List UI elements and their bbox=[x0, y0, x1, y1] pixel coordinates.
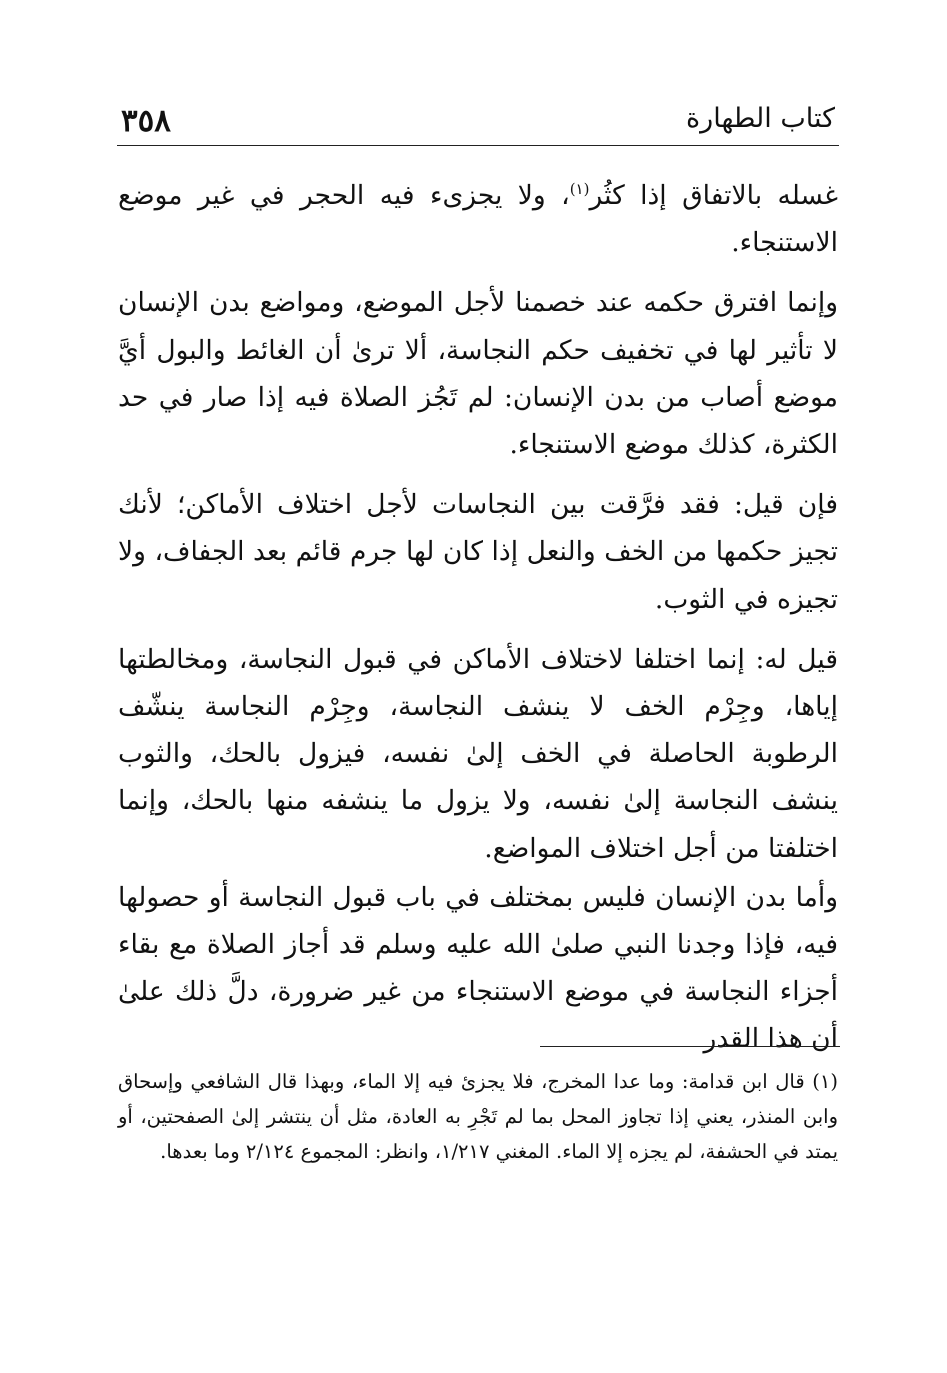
page-number: ٣٥٨ bbox=[121, 103, 171, 139]
paragraph-1 bbox=[118, 172, 838, 266]
paragraph-1-end: ، ولا يجزىء فيه الحجر في غير موضع الاستنجاء. bbox=[118, 180, 838, 259]
footnote-reference[interactable]: (١) bbox=[569, 180, 590, 199]
paragraph-5: وأما بدن الإنسان فليس بمختلف في باب قبول النجاسة أو حصولها فيه، فإذا وجدنا النبي صلىٰ الله عليه وسلم قد أجاز الصلاة مع بقاء أجزاء النجاسة في موضع الاستنجاء من غير ضرورة، دلَّ ذلك علىٰ أن هذا القدر bbox=[118, 881, 838, 1055]
paragraph-4: قيل له: إنما اختلفا لاختلاف الأماكن في قبول النجاسة، ومخالطتها إياها، وجِرْم الخف لا ينشف النجاسة، وجِرْم النجاسة ينشّف الرطوبة الحاصلة في الخف إلىٰ نفسه، فيزول بالحك، والثوب ينشف النجاسة إلىٰ نفسه، ولا يزول ما ينشفه منها بالحك، وإنما اختلفتا من أجل اختلاف المواضع. bbox=[118, 643, 838, 864]
running-header bbox=[117, 103, 839, 146]
footnote-divider bbox=[540, 1046, 840, 1047]
footnote-1: (١) قال ابن قدامة: وما عدا المخرج، فلا يجزئ فيه إلا الماء، وبهذا قال الشافعي وإسحاق وابن المنذر، يعني إذا تجاوز المحل بما لم تَجْرِ به العادة، مثل أن ينتشر إلىٰ الصفحتين، أو يمتد في الحشفة، لم يجزه إلا الماء. المغني ١/٢١٧، وانظر: المجموع ٢/١٢٤ وما بعدها. bbox=[118, 1070, 838, 1163]
footnotes bbox=[118, 1064, 838, 1169]
main-text bbox=[118, 172, 838, 1076]
chapter-title: كتاب الطهارة bbox=[686, 103, 835, 134]
paragraph-1-start: غسله بالاتفاق إذا كثُر bbox=[589, 180, 838, 211]
paragraph-3: فإن قيل: فقد فرَّقت بين النجاسات لأجل اختلاف الأماكن؛ لأنك تجيز حكمها من الخف والنعل إذا كان لها جرم قائم بعد الجفاف، ولا تجيزه في الثوب. bbox=[118, 489, 838, 615]
paragraph-2: وإنما افترق حكمه عند خصمنا لأجل الموضع، ومواضع بدن الإنسان لا تأثير لها في تخفيف حكم النجاسة، ألا ترىٰ أن الغائط والبول أيَّ موضع أصاب من بدن الإنسان: لم تَجُز الصلاة فيه إذا صار في حد الكثرة، كذلك موضع الاستنجاء. bbox=[118, 287, 838, 461]
